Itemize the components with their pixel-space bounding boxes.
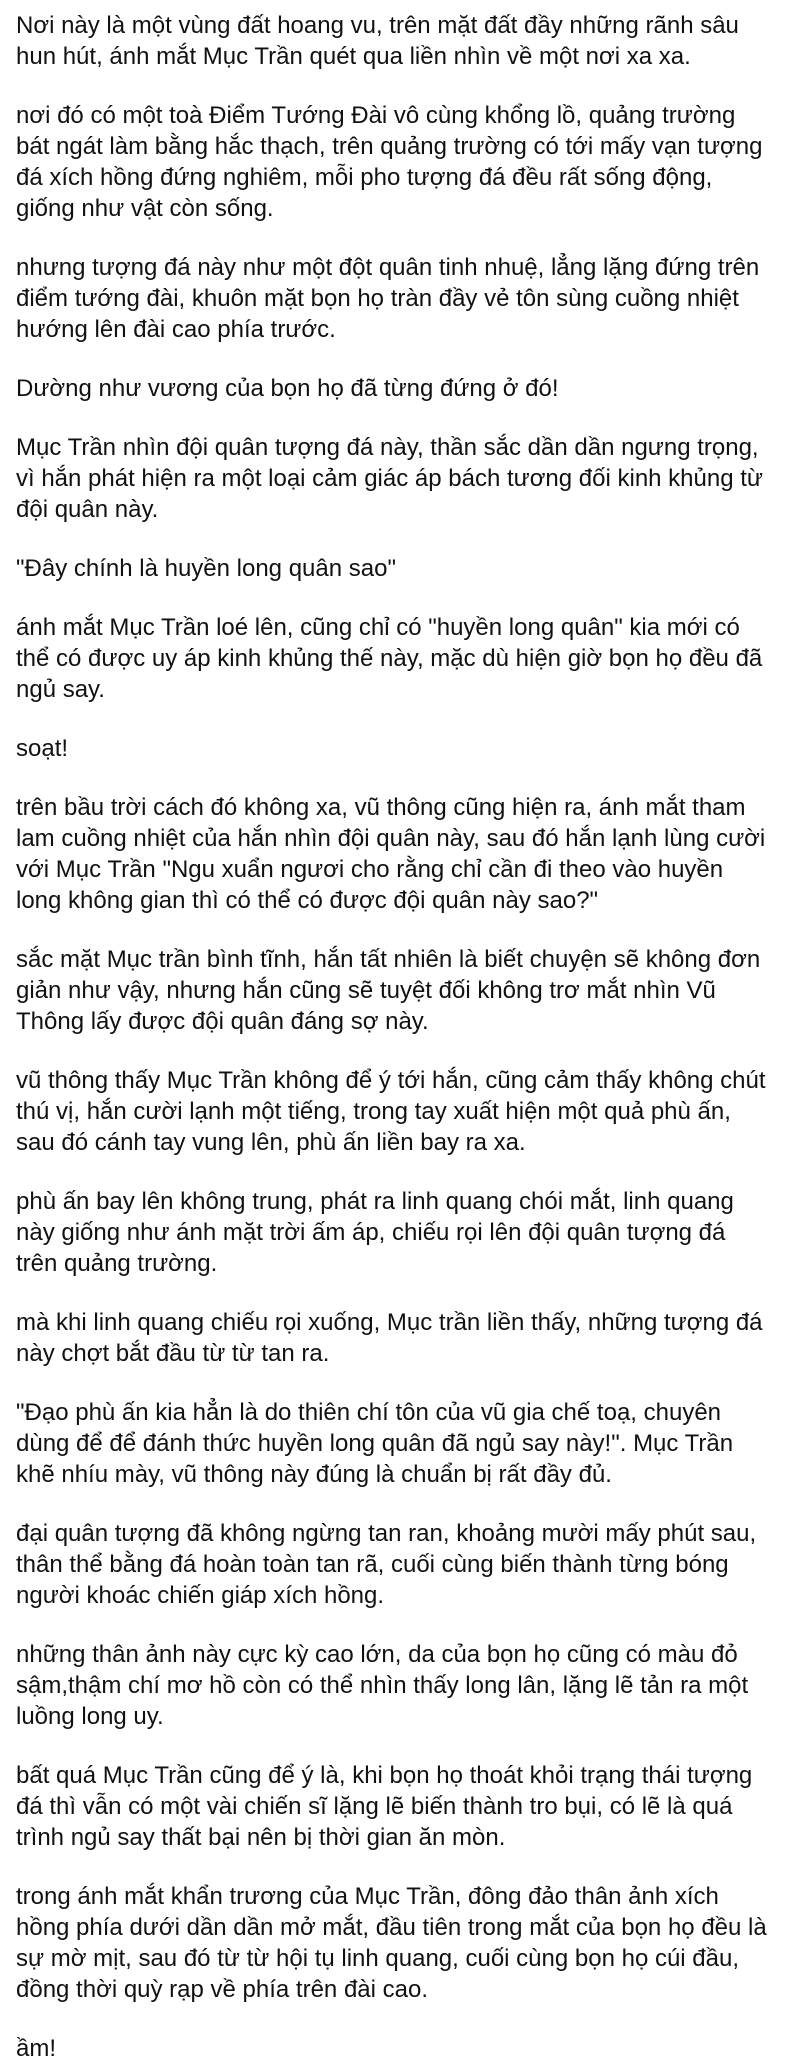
paragraph: phù ấn bay lên không trung, phát ra linh quang chói mắt, linh quang này giống như ánh mặt trời ấm áp, chiếu rọi lên đội quân tượng đá trên quảng trường. bbox=[16, 1188, 734, 1277]
paragraph: "Đạo phù ấn kia hẳn là do thiên chí tôn của vũ gia chế toạ, chuyên dùng để để đánh thức huyền long quân đã ngủ say này!". Mục Trần khẽ nhíu mày, vũ thông này đúng là chuẩn bị rất đầy đủ. bbox=[16, 1399, 734, 1488]
paragraph: ầm! bbox=[16, 2035, 57, 2062]
paragraph: Dường như vương của bọn họ đã từng đứng ở đó! bbox=[16, 375, 559, 402]
paragraph: vũ thông thấy Mục Trần không để ý tới hắn, cũng cảm thấy không chút thú vị, hắn cười lạnh một tiếng, trong tay xuất hiện một quả phù ấn, sau đó cánh tay vung lên, phù ấn liền bay ra xa. bbox=[16, 1067, 766, 1156]
paragraph: đại quân tượng đã không ngừng tan ran, khoảng mười mấy phút sau, thân thể bằng đá hoàn toàn tan rã, cuối cùng biến thành từng bóng người khoác chiến giáp xích hồng. bbox=[16, 1520, 757, 1609]
paragraph: soạt! bbox=[16, 735, 69, 762]
paragraph: ánh mắt Mục Trần loé lên, cũng chỉ có "huyền long quân" kia mới có thể có được uy áp kinh khủng thế này, mặc dù hiện giờ bọn họ đều đã ngủ say. bbox=[16, 614, 763, 703]
paragraph: trong ánh mắt khẩn trương của Mục Trần, đông đảo thân ảnh xích hồng phía dưới dần dần mở mắt, đầu tiên trong mắt của bọn họ đều là sự mờ mịt, sau đó từ từ hội tụ linh quang, cuối cùng bọn họ cúi đầu, đồng thời quỳ rạp về phía trên đài cao. bbox=[16, 1883, 767, 2003]
paragraph: trên bầu trời cách đó không xa, vũ thông cũng hiện ra, ánh mắt tham lam cuồng nhiệt của hắn nhìn đội quân này, sau đó hắn lạnh lùng cười với Mục Trần "Ngu xuẩn ngươi cho rằng chỉ cần đi theo vào huyền long không gian thì có thể có được đội quân này sao?" bbox=[16, 794, 766, 914]
paragraph: nhưng tượng đá này như một đột quân tinh nhuệ, lẳng lặng đứng trên điểm tướng đài, khuôn mặt bọn họ tràn đầy vẻ tôn sùng cuồng nhiệt hướng lên đài cao phía trước. bbox=[16, 254, 760, 343]
paragraph: nơi đó có một toà Điểm Tướng Đài vô cùng khổng lồ, quảng trường bát ngát làm bằng hắc thạch, trên quảng trường có tới mấy vạn tượng đá xích hồng đứng nghiêm, mỗi pho tượng đá đều rất sống động, giống như vật còn sống. bbox=[16, 102, 763, 222]
paragraph: mà khi linh quang chiếu rọi xuống, Mục trần liền thấy, những tượng đá này chợt bắt đầu từ từ tan ra. bbox=[16, 1309, 763, 1367]
paragraph: Mục Trần nhìn đội quân tượng đá này, thần sắc dần dần ngưng trọng, vì hắn phát hiện ra một loại cảm giác áp bách tương đối kinh khủng từ đội quân này. bbox=[16, 434, 763, 523]
paragraph: sắc mặt Mục trần bình tĩnh, hắn tất nhiên là biết chuyện sẽ không đơn giản như vậy, nhưng hắn cũng sẽ tuyệt đối không trơ mắt nhìn Vũ Thông lấy được đội quân đáng sợ này. bbox=[16, 946, 761, 1035]
paragraph: bất quá Mục Trần cũng để ý là, khi bọn họ thoát khỏi trạng thái tượng đá thì vẫn có một vài chiến sĩ lặng lẽ biến thành tro bụi, có lẽ là quá trình ngủ say thất bại nên bị thời gian ăn mòn. bbox=[16, 1762, 753, 1851]
paragraph: Nơi này là một vùng đất hoang vu, trên mặt đất đầy những rãnh sâu hun hút, ánh mắt Mục Trần quét qua liền nhìn về một nơi xa xa. bbox=[16, 12, 739, 70]
paragraph: những thân ảnh này cực kỳ cao lớn, da của bọn họ cũng có màu đỏ sậm,thậm chí mơ hồ còn có thể nhìn thấy long lân, lặng lẽ tản ra một luồng long uy. bbox=[16, 1641, 749, 1730]
paragraph: "Đây chính là huyền long quân sao" bbox=[16, 555, 396, 582]
